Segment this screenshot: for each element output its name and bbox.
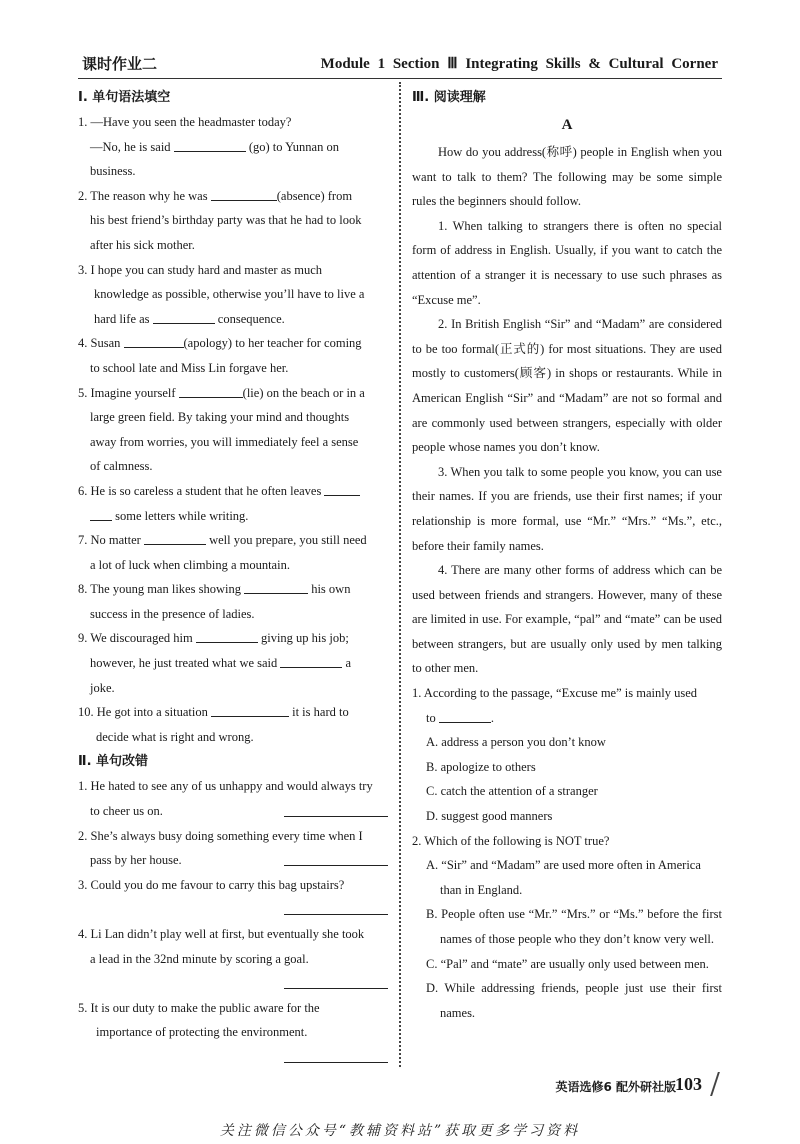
page-number: 103 (675, 1074, 702, 1094)
answer-line[interactable] (284, 1050, 388, 1063)
header-rule (78, 78, 722, 79)
rq2-option-c[interactable]: C. “Pal” and “mate” are usually only used between men. (426, 956, 709, 971)
right-column (412, 85, 722, 1025)
q6-line-b: some letters while writing. (78, 504, 388, 529)
q5-line-b: large green field. By taking your mind and thoughts (90, 410, 350, 425)
question-3 (78, 258, 388, 332)
q3-line-a: 3. I hope you can study hard and master as much (78, 262, 323, 277)
rq2-option-d[interactable]: D. While addressing friends, people just use their first names. (426, 981, 722, 1020)
correction-3 (78, 873, 388, 922)
rq1-option-b[interactable]: B. apologize to others (426, 759, 536, 774)
section2-title: Ⅱ. 单句改错 (78, 754, 149, 770)
question-1 (78, 110, 388, 184)
answer-line[interactable] (284, 902, 388, 915)
blank[interactable] (211, 704, 289, 717)
q1-line-a: 1. —Have you seen the headmaster today? (78, 115, 292, 129)
c3-line-a: 3. Could you do me favour to carry this bag upstairs? (78, 877, 345, 892)
section3-title: Ⅲ. 阅读理解 (412, 90, 486, 105)
q3-line-c: hard life as consequence. (94, 311, 285, 326)
blank[interactable] (144, 532, 206, 545)
q2-line-a: 2. The reason why he was (absence) from (78, 188, 353, 203)
q8-line-a: 8. The young man likes showing his own (78, 582, 351, 597)
question-5 (78, 381, 388, 479)
reading-question-1 (412, 681, 722, 829)
blank[interactable] (196, 630, 258, 643)
c4-line-b: a lead in the 32nd minute by scoring a goal. (90, 951, 309, 966)
column-divider (399, 82, 401, 1067)
q1-line-b: —No, he is said (go) to Yunnan on (90, 139, 339, 154)
correction-5 (78, 996, 388, 1070)
passage-label: A (561, 117, 573, 133)
rq2-option-a[interactable]: A. “Sir” and “Madam” are used more often in America than in England. (426, 858, 701, 897)
rq1-option-d[interactable]: D. suggest good manners (426, 809, 553, 824)
blank[interactable] (153, 311, 215, 324)
blank[interactable] (124, 335, 184, 348)
q4-line-a: 4. Susan (apology) to her teacher for coming (78, 336, 362, 351)
c5-answer-row (78, 1045, 388, 1070)
c4-line-a: 4. Li Lan didn’t play well at first, but eventually she took (78, 927, 365, 941)
q9-line-a: 9. We discouraged him giving up his job; (78, 631, 349, 646)
passage-paragraph-4: 4. There are many other forms of address which can be used between friends and strangers. However, many of these are limited in use. For example, “pal” and “mate” can be used between strangers, but are usually only used by men talking to other men. (412, 563, 722, 676)
left-column (78, 85, 388, 1070)
q4-line-b: to school late and Miss Lin forgave her. (90, 360, 289, 375)
question-2 (78, 184, 388, 258)
rq2-stem: 2. Which of the following is NOT true? (412, 833, 610, 848)
q2-line-d: after his sick mother. (90, 237, 195, 252)
passage-paragraph-0: How do you address(称呼) people in English when you want to talk to them? The following may be some simple rules the beginners should follow. (412, 145, 722, 209)
q10-line-a: 10. He got into a situation it is hard to (78, 705, 349, 720)
blank[interactable] (439, 710, 491, 723)
blank[interactable] (90, 508, 112, 521)
page-footer (0, 1072, 800, 1102)
correction-1 (78, 774, 388, 823)
question-4 (78, 331, 388, 380)
q6-line-a: 6. He is so careless a student that he often leaves (78, 479, 388, 504)
q9-line-c: joke. (90, 680, 115, 695)
question-10 (78, 700, 388, 749)
answer-line[interactable] (284, 976, 388, 989)
q1-line-c: business. (90, 164, 136, 179)
blank[interactable] (244, 581, 308, 594)
reading-question-2 (412, 829, 722, 1026)
c1-line-a: 1. He hated to see any of us unhappy and would always try (78, 779, 373, 794)
header-module: Module 1 Section Ⅲ Integrating Skills & Cultural Corner (320, 56, 718, 72)
answer-line[interactable] (284, 804, 388, 817)
c5-line-b: importance of protecting the environment. (96, 1025, 308, 1040)
blank[interactable] (280, 655, 342, 668)
page-header (0, 0, 800, 80)
q5-line-a: 5. Imagine yourself (lie) on the beach or in a (78, 385, 365, 400)
rq1-stem: 1. According to the passage, “Excuse me” is mainly used (412, 686, 697, 701)
c1-line-b: to cheer us on. (78, 799, 388, 824)
rq1-option-a[interactable]: A. address a person you don’t know (426, 735, 606, 750)
passage-paragraph-1: 1. When talking to strangers there is often no special form of address in English. Usually, if you want to catch the attention of a stranger it is necessary to use such phrases as “Excuse me”. (412, 218, 722, 307)
blank[interactable] (211, 188, 277, 201)
question-9 (78, 626, 388, 700)
c2-line-a: 2. She’s always busy doing something every time when I (78, 828, 363, 843)
header-title: 课时作业二 (82, 55, 158, 73)
q10-line-b: decide what is right and wrong. (96, 729, 254, 744)
correction-2 (78, 824, 388, 873)
section1-title: Ⅰ. 单句语法填空 (78, 90, 171, 105)
c4-answer-row (78, 971, 388, 996)
q5-line-d: of calmness. (90, 459, 153, 474)
question-6 (78, 479, 388, 528)
q2-line-c: his best friend’s birthday party was that he had to look (90, 213, 362, 228)
rq1-stem-b: to . (426, 710, 494, 725)
rq1-option-c[interactable]: C. catch the attention of a stranger (426, 784, 598, 799)
q8-line-b: success in the presence of ladies. (90, 606, 255, 621)
passage-paragraph-3: 3. When you talk to some people you know, you can use their names. If you are friends, use their first names; if your relationship is more formal, use “Mr.” “Mrs.” “Ms.”, etc., before their family names. (412, 464, 722, 553)
q7-line-a: 7. No matter well you prepare, you still need (78, 533, 367, 548)
q3-line-b: knowledge as possible, otherwise you’ll have to live a (94, 287, 365, 302)
q5-line-c: away from worries, you will immediately feel a sense (90, 434, 359, 449)
passage-paragraph-2: 2. In British English “Sir” and “Madam” are considered to be too formal(正式的) for most situations. They are used mostly to customers(顾客) in shops or restaurants. While in American English “Sir” and “Madam” are not so formal and are commonly used between strangers, especially with older people whose names you don’t know. (412, 317, 722, 455)
q7-line-b: a lot of luck when climbing a mountain. (90, 557, 290, 572)
page-slash (710, 1072, 720, 1096)
question-8 (78, 577, 388, 626)
question-7 (78, 528, 388, 577)
blank[interactable] (324, 483, 360, 496)
correction-4 (78, 922, 388, 996)
answer-line[interactable] (284, 853, 388, 866)
rq2-option-b[interactable]: B. People often use “Mr.” “Mrs.” or “Ms.” before the first names of those people who they don’t know very well. (426, 907, 722, 946)
c2-line-b: pass by her house. (78, 848, 388, 873)
watermark-text: 关注微信公众号“教辅资料站”获取更多学习资料 (219, 1123, 581, 1139)
c3-answer-row (78, 897, 388, 922)
book-label: 英语选修6 配外研社版 (555, 1080, 676, 1094)
q9-line-b: however, he just treated what we said a (90, 656, 352, 671)
blank[interactable] (174, 139, 246, 152)
c5-line-a: 5. It is our duty to make the public aware for the (78, 1000, 320, 1015)
blank[interactable] (179, 385, 243, 398)
